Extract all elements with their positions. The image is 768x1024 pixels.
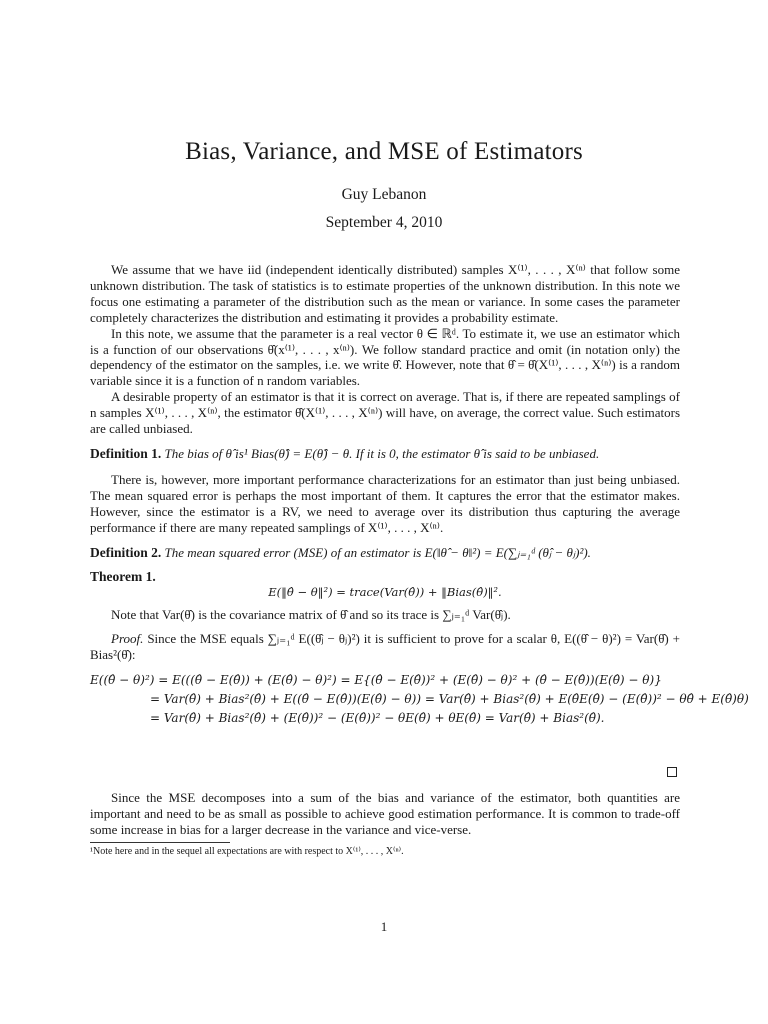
paper-date: September 4, 2010 — [325, 214, 443, 231]
qed-square-icon — [667, 767, 677, 777]
intro-paragraph-3: A desirable property of an estimator is that it is correct on average. That is, if there are repeated samplings of n samples X⁽¹⁾, . . . , X⁽ⁿ⁾, the estimator θ̂(X⁽¹⁾, . . . , X⁽ⁿ⁾) will have, on average, the correct value. Such estimators are called unbiased. — [90, 389, 680, 437]
definition-1-text: The bias of θ̂ is¹ Bias(θ̂) = E(θ̂) − θ. If it is 0, the estimator θ̂ is said to be unbiased. — [164, 445, 600, 461]
proof-equation-block — [90, 671, 749, 728]
conclusion-body — [90, 790, 680, 838]
conclusion-paragraph: Since the MSE decomposes into a sum of the bias and variance of the estimator, both quantities are important and need to be as small as possible to achieve good estimation performance. It is common to trade-off some increase in bias for a larger decrease in the variance and vice-verse. — [90, 790, 680, 837]
footnote-divider — [90, 842, 230, 843]
mse-intro-paragraph: There is, however, more important performance characterizations for an estimator than just being unbiased. The mean squared error is perhaps the most important of them. It captures the error that the estimator makes. However, since the estimator is a RV, we need to average over its distribution thus capturing the average performance if there are many repeated samplings of X⁽¹⁾, . . . , X⁽ⁿ⁾. — [90, 471, 680, 535]
definition-2-text: The mean squared error (MSE) of an estimator is E(‖θ̂ − θ‖²) = E(∑ⱼ₌₁ᵈ (θ̂ⱼ − θⱼ)²). — [164, 544, 591, 560]
proof-paragraph — [90, 631, 680, 663]
theorem-1 — [90, 569, 680, 585]
paper-title: Bias, Variance, and MSE of Estimators — [185, 138, 583, 165]
definition-1 — [90, 446, 680, 462]
proof-text: Since the MSE equals ∑ⱼ₌₁ᵈ E((θ̂ⱼ − θⱼ)²) it is sufficient to prove for a scalar θ, E((θ̂ − θ)²) = Var(θ̂) + Bias²(θ̂): — [90, 631, 681, 663]
definition-2 — [90, 545, 680, 561]
intro-paragraph-2: In this note, we assume that the parameter is a real vector θ ∈ ℝᵈ. To estimate it, we use an estimator which is a function of our observations θ̂(x⁽¹⁾, . . . , x⁽ⁿ⁾). We follow standard practice and omit (in notation only) the dependency of the estimator on the samples, i.e. we write θ̂. However, note that θ̂ = θ̂(X⁽¹⁾, . . . , X⁽ⁿ⁾) is a random variable since it is a function of n random variables. — [90, 325, 680, 389]
theorem-1-label: Theorem 1. — [90, 569, 156, 585]
intro-paragraph-1: We assume that we have iid (independent identically distributed) samples X⁽¹⁾, . . . , X⁽ⁿ⁾ that follow some unknown distribution. The task of statistics is to estimate properties of the unknown distribution. In this note we focus one estimating a parameter of the distribution such as the mean or variance. In some cases the parameter completely characterizes the distribution and estimating it provides a probability estimate. — [90, 262, 680, 325]
paper-author: Guy Lebanon — [341, 186, 427, 203]
main-body — [90, 262, 749, 728]
footnote: ¹Note here and in the sequel all expectations are with respect to X⁽¹⁾, . . . , X⁽ⁿ⁾. — [90, 846, 404, 857]
proof-equation-line-3: = Var(θ̂) + Bias²(θ̂) + (E(θ̂))² − (E(θ̂))² − θE(θ̂) + θE(θ̂) = Var(θ̂) + Bias²(θ̂). — [150, 710, 605, 725]
theorem-1-equation: E(‖θ̂ − θ‖²) = trace(Var(θ̂)) + ‖Bias(θ̂)‖². — [268, 585, 502, 600]
trace-note-paragraph: Note that Var(θ̂) is the covariance matrix of θ̂ and so its trace is ∑ⱼ₌₁ᵈ Var(θ̂ⱼ). — [111, 607, 511, 623]
proof-label: Proof. — [111, 631, 144, 647]
definition-2-label: Definition 2. — [90, 544, 162, 560]
proof-equation-line-1: E((θ̂ − θ)²) = E(((θ̂ − E(θ̂)) + (E(θ̂) − θ)²) = E{(θ̂ − E(θ̂))² + (E(θ̂) − θ)² + (θ̂ − E(θ̂))(E(θ̂) − θ)} — [90, 672, 662, 687]
definition-1-label: Definition 1. — [90, 445, 162, 461]
page-number: 1 — [380, 919, 388, 934]
proof-equation-line-2: = Var(θ̂) + Bias²(θ̂) + E((θ̂ − E(θ̂))(E(θ̂) − θ)) = Var(θ̂) + Bias²(θ̂) + E(θ̂E(θ̂) − (E(θ̂))² − θθ̂ + E(θ̂)θ) — [150, 691, 749, 706]
